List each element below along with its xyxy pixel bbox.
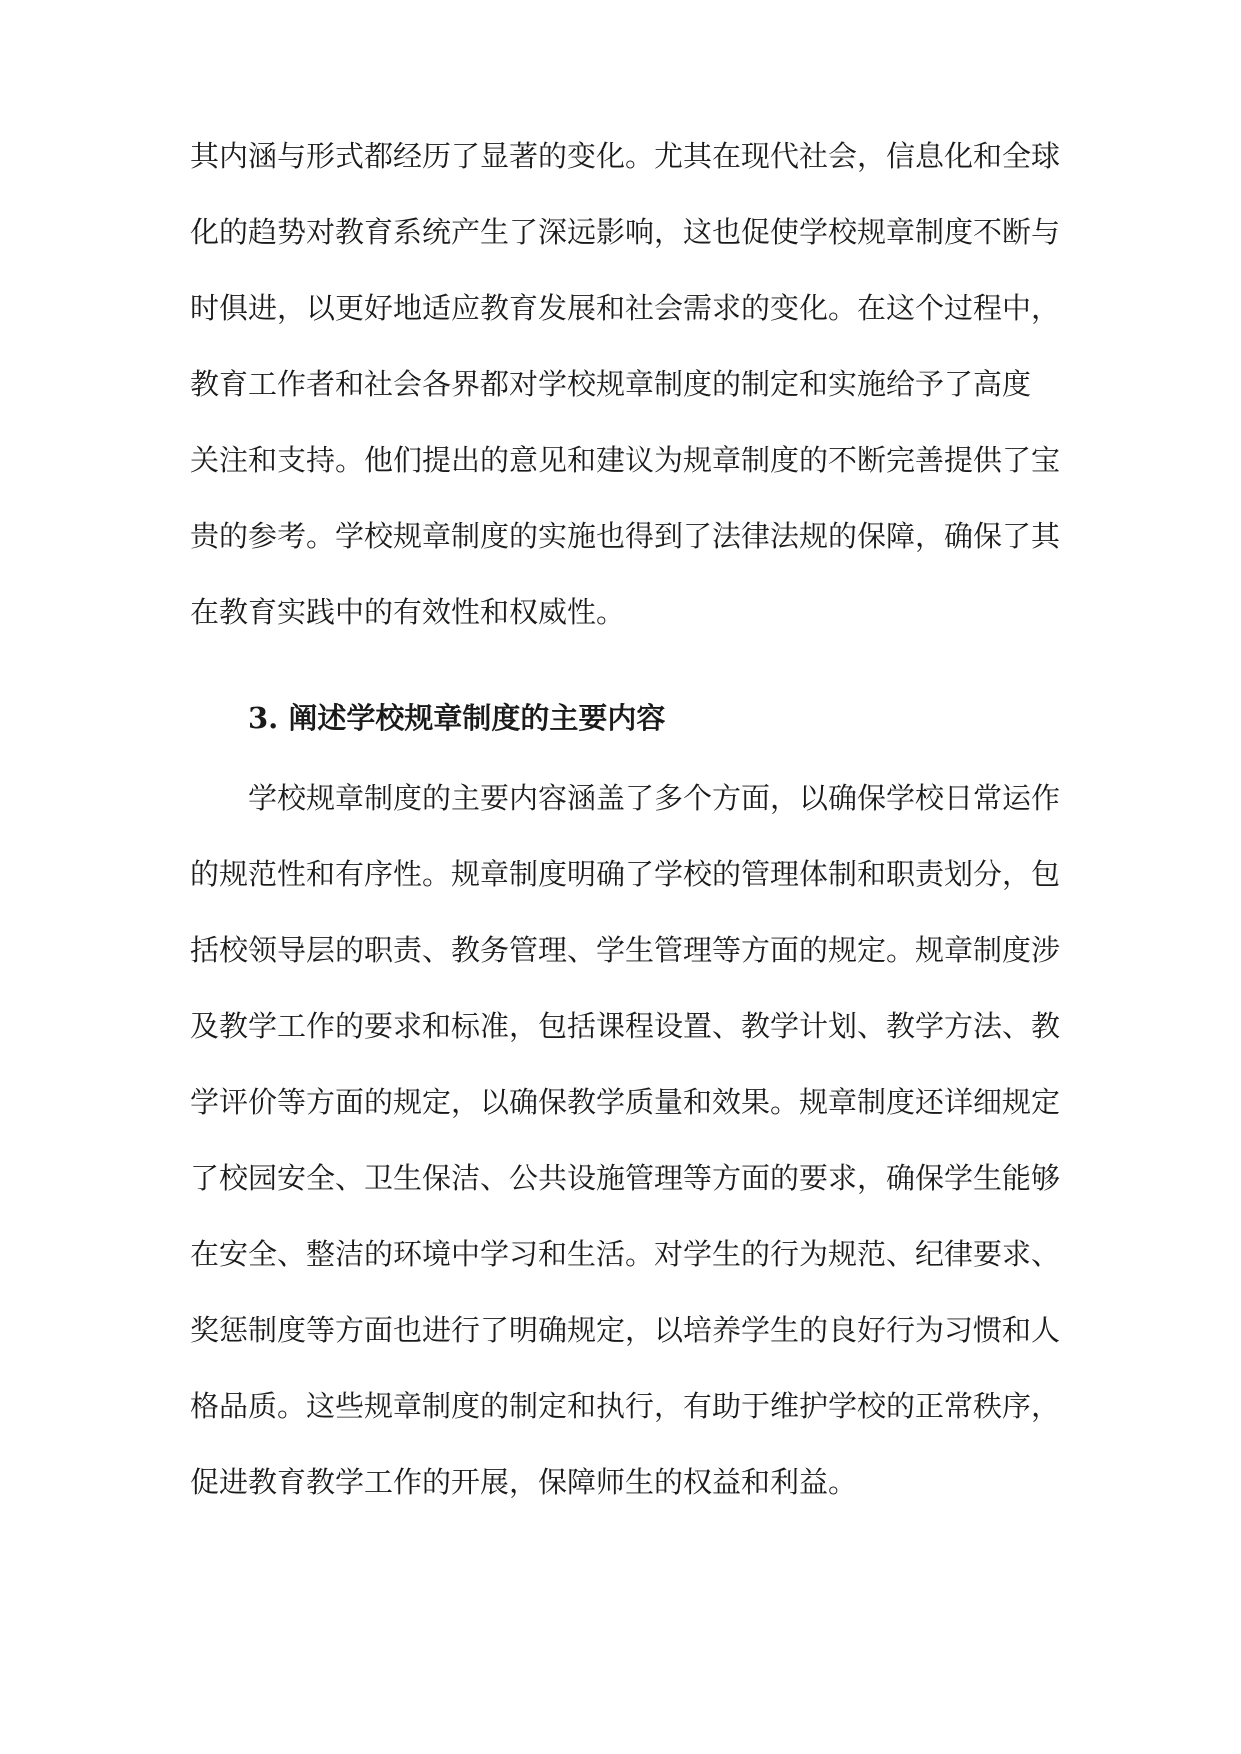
section-3-line-2: 的规范性和有序性。规章制度明确了学校的管理体制和职责划分，包	[190, 857, 1061, 891]
section-3-line-5: 学评价等方面的规定，以确保教学质量和效果。规章制度还详细规定	[190, 1085, 1061, 1119]
paragraph-1-line-3: 时俱进，以更好地适应教育发展和社会需求的变化。在这个过程中，	[190, 291, 1061, 325]
paragraph-1-line-6: 贵的参考。学校规章制度的实施也得到了法律法规的保障，确保了其	[190, 519, 1061, 553]
section-3-line-10: 促进教育教学工作的开展，保障师生的权益和利益。	[190, 1465, 858, 1499]
paragraph-1-line-7: 在教育实践中的有效性和权威性。	[190, 595, 626, 629]
section-3-heading: 3. 阐述学校规章制度的主要内容	[248, 701, 666, 735]
section-3-line-1: 学校规章制度的主要内容涵盖了多个方面，以确保学校日常运作	[248, 781, 1061, 815]
section-3-line-8: 奖惩制度等方面也进行了明确规定，以培养学生的良好行为习惯和人	[190, 1313, 1061, 1347]
section-3-line-7: 在安全、整洁的环境中学习和生活。对学生的行为规范、纪律要求、	[190, 1237, 1061, 1271]
paragraph-1-line-4: 教育工作者和社会各界都对学校规章制度的制定和实施给予了高度	[190, 367, 1032, 401]
section-3-line-6: 了校园安全、卫生保洁、公共设施管理等方面的要求，确保学生能够	[190, 1161, 1061, 1195]
section-3-line-4: 及教学工作的要求和标准，包括课程设置、教学计划、教学方法、教	[190, 1009, 1061, 1043]
paragraph-1-line-2: 化的趋势对教育系统产生了深远影响，这也促使学校规章制度不断与	[190, 215, 1061, 249]
section-3-line-9: 格品质。这些规章制度的制定和执行，有助于维护学校的正常秩序，	[190, 1389, 1061, 1423]
paragraph-1-line-5: 关注和支持。他们提出的意见和建议为规章制度的不断完善提供了宝	[190, 443, 1061, 477]
section-3-line-3: 括校领导层的职责、教务管理、学生管理等方面的规定。规章制度涉	[190, 933, 1061, 967]
paragraph-1-line-1: 其内涵与形式都经历了显著的变化。尤其在现代社会，信息化和全球	[190, 139, 1061, 173]
